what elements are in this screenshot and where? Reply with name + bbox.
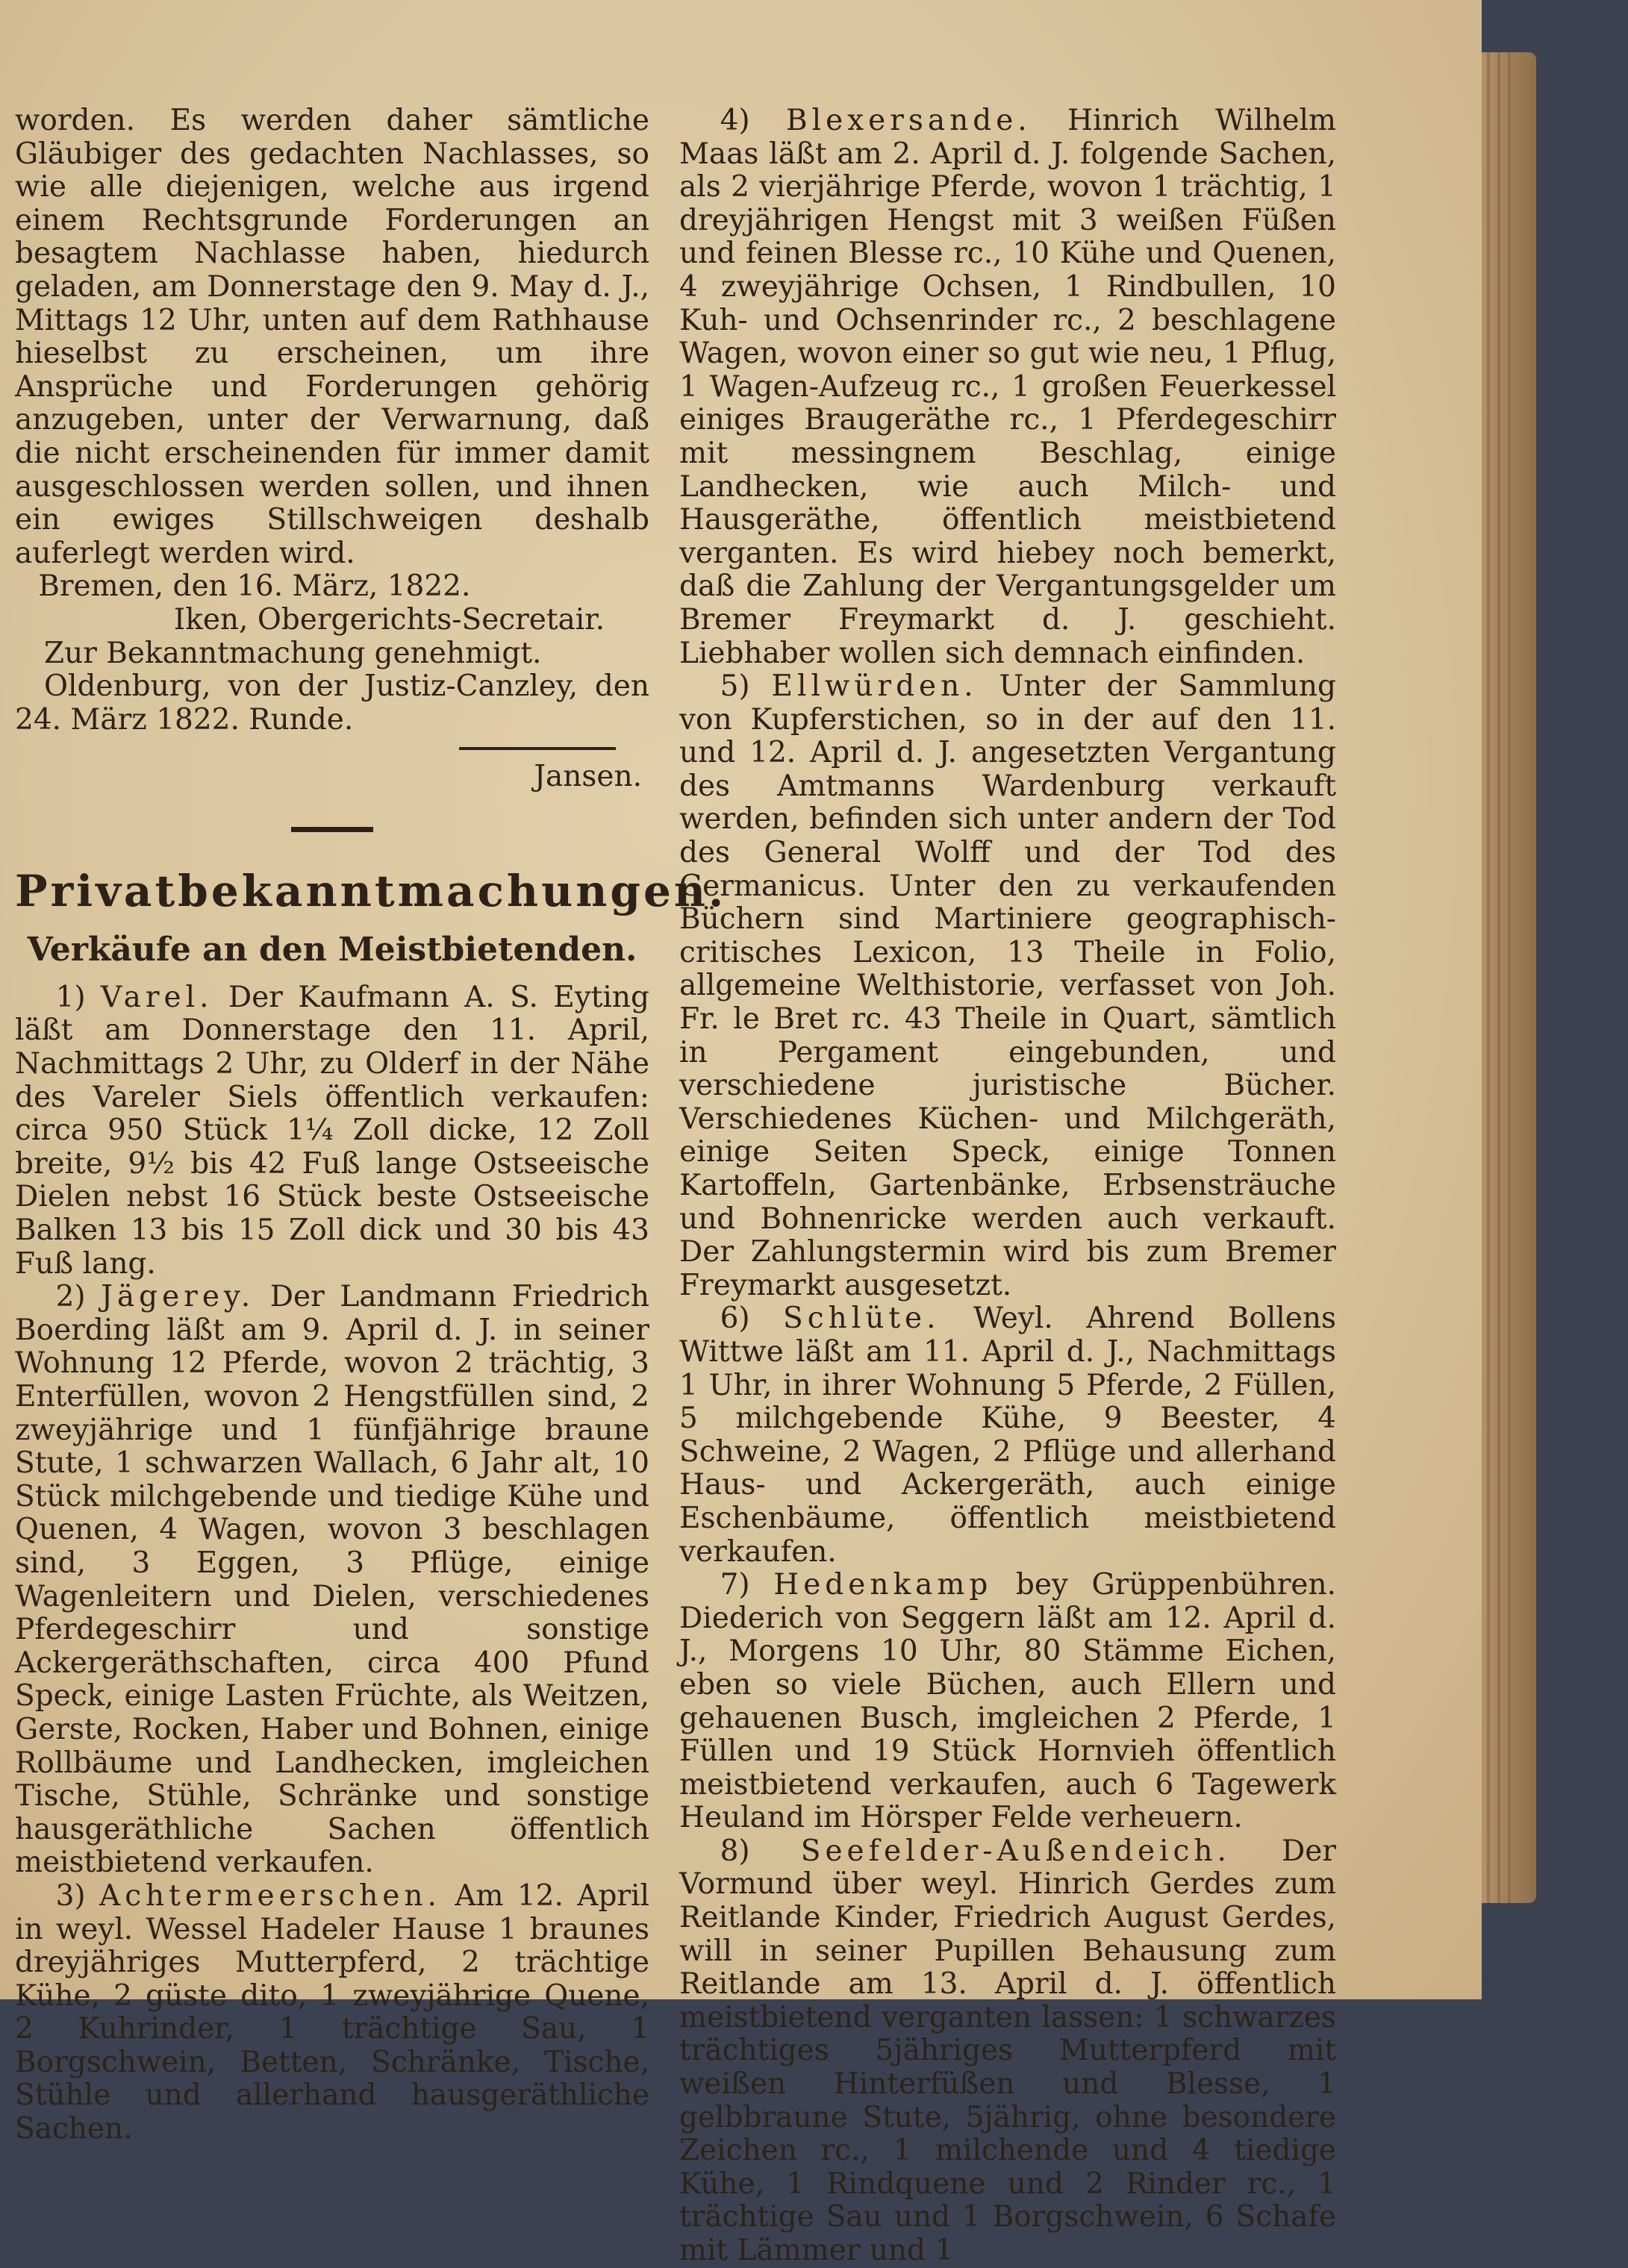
item-number: 6): [720, 1302, 750, 1336]
left-column: [15, 104, 727, 2146]
item-text: Der Kaufmann A. S. Eyting läßt am Donnerstage den 11. April, Nachmittags 2 Uhr, zu Olderf in der Nähe des Vareler Siels öffentlich verkaufen: circa 950 Stück 1¼ Zoll dicke, 12 Zoll breite, 9½ bis 42 Fuß lange Ostseeische Dielen nebst 16 Stück beste Ostseeische Balken 13 bis 15 Zoll dick und 30 bis 43 Fuß lang.: [15, 980, 649, 1281]
sale-item-3: [15, 1880, 649, 2146]
item-number: 8): [720, 1834, 750, 1868]
section-heading: Privatbekanntmachungen.: [15, 865, 727, 916]
sale-item-1: [15, 981, 649, 1281]
approval-line: Zur Bekanntmachung genehmigt.: [44, 636, 542, 670]
sale-item-5: [679, 670, 1336, 1302]
signature-rule: [459, 747, 616, 750]
item-number: 5): [720, 669, 750, 704]
item-place: Schlüte.: [783, 1302, 941, 1336]
item-text: bey Grüppenbühren. Diederich von Seggern läßt am 12. April d. J., Morgens 10 Uhr, 80 Stämme Eichen, eben so viele Büchen, auch Ellern und gehauenen Busch, imgleichen 2 Pferde, 1 Füllen und 19 Stück Hornvieh öffentlich meistbietend verkaufen, auch 6 Tagewerk Heuland im Hörsper Felde verheuern.: [679, 1568, 1336, 1835]
section-subheading: Verkäufe an den Meistbietenden.: [27, 930, 637, 969]
item-number: 1): [55, 980, 86, 1014]
sale-item-2: [15, 1281, 649, 1880]
item-place: Hedenkamp: [773, 1568, 993, 1602]
item-place: Seefelder-Außendeich.: [800, 1834, 1231, 1868]
item-number: 2): [55, 1280, 86, 1314]
sale-item-4: [679, 104, 1336, 670]
item-place: Achtermeerschen.: [99, 1878, 441, 1913]
notice-place-date: Bremen, den 16. März, 1822.: [38, 569, 471, 604]
sale-item-8: [679, 1835, 1336, 2268]
item-text: Weyl. Ahrend Bollens Wittwe läßt am 11. April d. J., Nachmittags 1 Uhr, in ihrer Wohnung 5 Pferde, 2 Füllen, 5 milchgebende Kühe, 9 Beester, 4 Schweine, 2 Wagen, 2 Pflüge und allerhand Haus- und Ackergeräth, auch einige Eschenbäume, öffentlich meistbietend verkaufen.: [679, 1302, 1336, 1569]
item-text: Unter der Sammlung von Kupferstichen, so in der auf den 11. und 12. April d. J. angesetzten Vergantung des Amtmanns Wardenburg verkauft werden, befinden sich unter andern der Tod des General Wolff und der Tod des Germanicus. Unter den zu verkaufenden Büchern sind Martiniere geographisch-critisches Lexicon, 13 Theile in Folio, allgemeine Welthistorie, verfasset von Joh. Fr. le Bret rc. 43 Theile in Quart, sämtlich in Pergament eingebunden, und verschiedene juristische Bücher. Verschiedenes Küchen- und Milchgeräth, einige Seiten Speck, einige Tonnen Kartoffeln, Gartenbänke, Erbsensträuche und Bohnenricke werden auch verkauft. Der Zahlungstermin wird bis zum Bremer Freymarkt ausgesetzt.: [679, 669, 1336, 1302]
notice-text: worden. Es werden daher sämtliche Gläubiger des gedachten Nachlasses, so wie alle diejenigen, welche aus irgend einem Rechtsgrunde Forderungen an besagtem Nachlasse haben, hiedurch geladen, am Donnerstage den 9. May d. J., Mittags 12 Uhr, unten auf dem Rathhause hieselbst zu erscheinen, um ihre Ansprüche und Forderungen gehörig anzugeben, unter der Verwarnung, daß die nicht erscheinenden für immer damit ausgeschlossen werden sollen, und ihnen ein ewiges Stillschweigen deshalb auferlegt werden wird.: [15, 104, 649, 570]
approval-place-date: Oldenburg, von der Justiz-Canzley, den 24. März 1822. Runde.: [15, 669, 649, 737]
item-place: Blexersande.: [785, 104, 1032, 137]
item-text: Hinrich Wilhelm Maas läßt am 2. April d. J. folgende Sachen, als 2 vierjährige Pferde, wovon 1 trächtig, 1 dreyjährigen Hengst mit 3 weißen Füßen und feinen Blesse rc., 10 Kühe und Quenen, 4 zweyjährige Ochsen, 1 Rindbullen, 10 Kuh- und Ochsenrinder rc., 2 beschlagene Wagen, wovon einer so gut wie neu, 1 Pflug, 1 Wagen-Aufzeug rc., 1 großen Feuerkessel einiges Braugeräthe rc., 1 Pferdegeschirr mit messingnem Beschlag, einige Landhecken, wie auch Milch- und Hausgeräthe, öffentlich meistbietend verganten. Es wird hiebey noch bemerkt, daß die Zahlung der Vergantungsgelder um Bremer Freymarkt d. J. geschieht. Liebhaber wollen sich demnach einfinden.: [679, 104, 1336, 670]
sale-item-7: [679, 1569, 1336, 1835]
item-place: Ellwürden.: [771, 669, 978, 704]
sale-item-6: [679, 1302, 1336, 1569]
item-number: 7): [720, 1568, 750, 1602]
item-text: Der Landmann Friedrich Boerding läßt am 9. April d. J. in seiner Wohnung 12 Pferde, wovon 2 trächtig, 3 Enterfüllen, wovon 2 Hengstfüllen sind, 2 zweyjährige und 1 fünfjährige braune Stute, 1 schwarzen Wallach, 6 Jahr alt, 10 Stück milchgebende und tiedige Kühe und Quenen, 4 Wagen, wovon 3 beschlagen sind, 3 Eggen, 3 Pflüge, einige Wagenleitern und Dielen, verschiedenes Pferdegeschirr und sonstige Ackergeräthschaften, circa 400 Pfund Speck, einige Lasten Früchte, als Weitzen, Gerste, Rocken, Haber und Bohnen, einige Rollbäume und Landhecken, imgleichen Tische, Stühle, Schränke und sonstige hausgeräthliche Sachen öffentlich meistbietend verkaufen.: [15, 1280, 649, 1880]
section-divider: [291, 827, 373, 832]
item-text: Am 12. April in weyl. Wessel Hadeler Hause 1 braunes dreyjähriges Mutterpferd, 2 trächtige Kühe, 2 güste dito, 1 zweyjährige Quene, 2 Kuhrinder, 1 trächtige Sau, 1 Borgschwein, Betten, Schränke, Tische, Stühle und allerhand hausgeräthliche Sachen.: [15, 1878, 649, 2146]
notice-signature: Iken, Obergerichts-Secretair.: [173, 602, 605, 637]
item-place: Jägerey.: [101, 1280, 255, 1314]
item-text: Der Vormund über weyl. Hinrich Gerdes zum Reitlande Kinder, Friedrich August Gerdes, will in seiner Pupillen Behausung zum Reitlande am 13. April d. J. öffentlich meistbietend verganten lassen: 1 schwarzes trächtiges 5jähriges Mutterpferd mit weißen Hinterfüßen und Blesse, 1 gelbbraune Stute, 5jährig, ohne besondere Zeichen rc., 1 milchende und 4 tiedige Kühe, 1 Rindquene und 2 Rinder rc., 1 trächtige Sau und 1 Borgschwein, 6 Schafe mit Lämmer und 1: [679, 1834, 1336, 2267]
right-column: [679, 104, 1336, 2268]
item-number: 3): [55, 1878, 86, 1913]
approval-signer: Jansen.: [534, 760, 642, 794]
item-place: Varel.: [101, 980, 213, 1014]
item-number: 4): [720, 104, 750, 137]
